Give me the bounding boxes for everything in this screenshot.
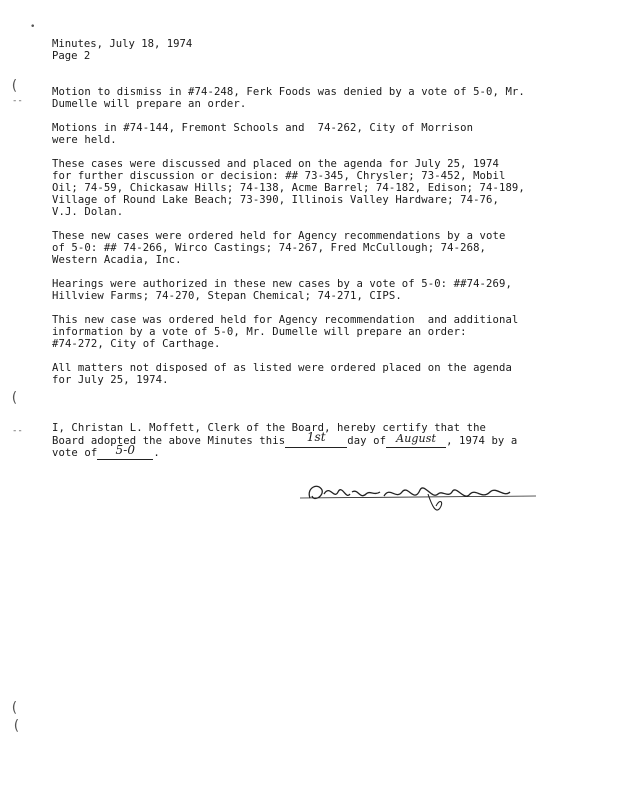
margin-mark: (	[10, 390, 19, 406]
page-number: Page 2	[52, 50, 91, 62]
text-line: Village of Round Lake Beach; 73-390, Illinois Valley Hardware; 74-76,	[52, 194, 499, 206]
certification-text: .	[153, 447, 160, 459]
handwritten-vote: 5-0	[115, 443, 136, 457]
text-line: These cases were discussed and placed on the agenda for July 25, 1974	[52, 158, 499, 170]
text-line: Motion to dismiss in #74-248, Ferk Foods was denied by a vote of 5-0, Mr.	[52, 86, 525, 98]
text-line: All matters not disposed of as listed were ordered placed on the agenda	[52, 362, 512, 374]
text-line: Hillview Farms; 74-270, Stepan Chemical; 74-271, CIPS.	[52, 290, 402, 302]
text-line: These new cases were ordered held for Agency recommendations by a vote	[52, 230, 506, 242]
text-line: Dumelle will prepare an order.	[52, 98, 247, 110]
handwritten-day: 1st	[306, 430, 326, 444]
certification-text: Board adopted the above Minutes this	[52, 435, 286, 447]
certification-text: day of	[347, 435, 387, 447]
margin-mark: •	[30, 22, 36, 32]
margin-mark: ‐‐	[12, 426, 23, 436]
margin-mark: (	[10, 700, 19, 716]
handwritten-month: August	[396, 432, 436, 445]
minutes-date-heading: Minutes, July 18, 1974	[52, 38, 193, 50]
text-line: for further discussion or decision: ## 73-345, Chrysler; 73-452, Mobil	[52, 170, 506, 182]
certification-text: , 1974 by a	[446, 435, 518, 447]
certification-line	[52, 443, 160, 460]
text-line: #74-272, City of Carthage.	[52, 338, 221, 350]
text-line: for July 25, 1974.	[52, 374, 169, 386]
text-line: Hearings were authorized in these new cases by a vote of 5-0: ##74-269,	[52, 278, 512, 290]
margin-mark: (	[10, 78, 19, 94]
margin-mark: ‐‐	[12, 96, 23, 106]
certification-text: vote of	[52, 447, 98, 459]
text-line: Oil; 74-59, Chickasaw Hills; 74-138, Acme Barrel; 74-182, Edison; 74-189,	[52, 182, 525, 194]
text-line: were held.	[52, 134, 117, 146]
text-line: This new case was ordered held for Agency recommendation and additional	[52, 314, 519, 326]
text-line: information by a vote of 5-0, Mr. Dumelle will prepare an order:	[52, 326, 467, 338]
text-line: V.J. Dolan.	[52, 206, 124, 218]
text-line: of 5-0: ## 74-266, Wirco Castings; 74-267, Fred McCullough; 74-268,	[52, 242, 487, 254]
text-line: Western Acadia, Inc.	[52, 254, 182, 266]
clerk-signature	[300, 470, 540, 520]
text-line: Motions in #74-144, Fremont Schools and 74-262, City of Morrison	[52, 122, 474, 134]
certification-line: I, Christan L. Moffett, Clerk of the Board, hereby certify that the	[52, 422, 487, 434]
margin-mark: (	[12, 718, 21, 734]
